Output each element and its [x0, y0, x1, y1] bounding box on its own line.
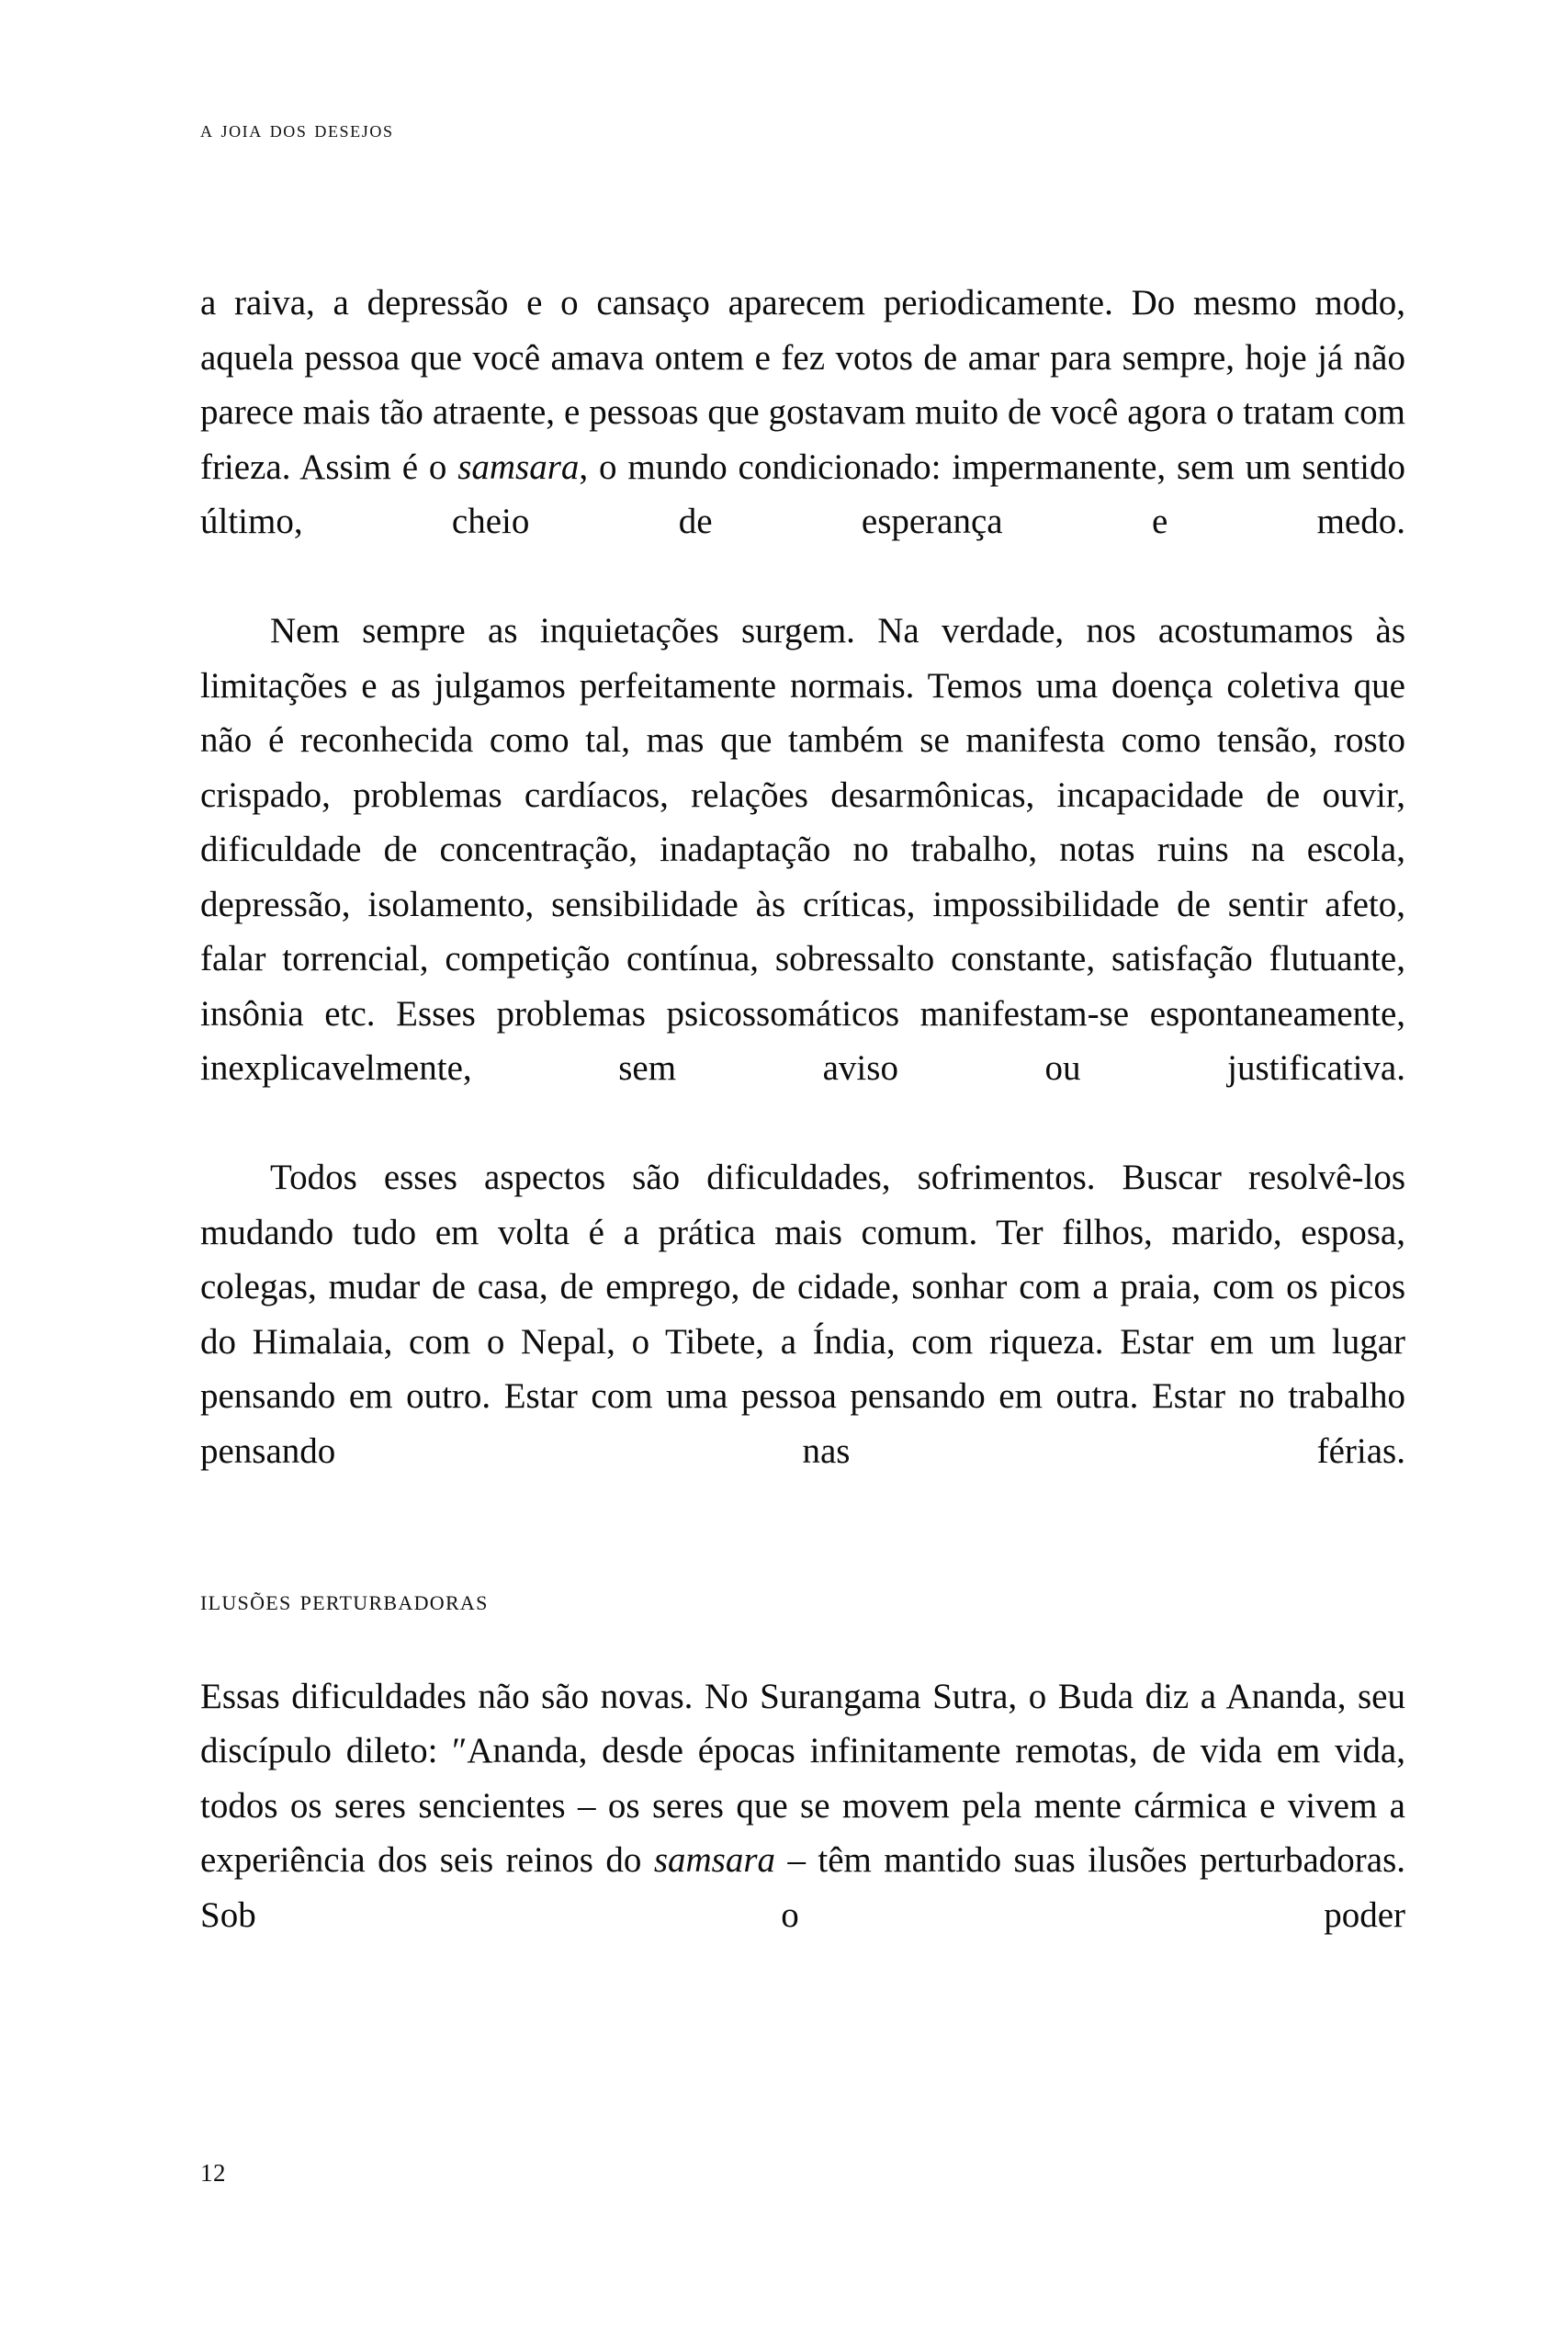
italic-run: samsara	[653, 1840, 776, 1881]
text-run: – têm mantido suas ilusões perturbadoras. Sob o poder	[200, 1840, 1405, 1935]
page-number: 12	[200, 2159, 226, 2187]
spacer-after-heading	[200, 1616, 1405, 1669]
paragraph-2	[200, 604, 1405, 1150]
section-heading: ilusões perturbadoras	[200, 1583, 489, 1616]
spacer-before-heading	[200, 1533, 1405, 1585]
paragraph-4	[200, 1669, 1405, 1997]
text-run: Essas dificuldades não são novas. No Surangama Sutra, o Buda diz a Ananda, seu discípulo dileto: ″Ananda, desde épocas infinitamente remotas, de vida em vida, todos os seres sencientes – os seres que se movem pela mente cármica e vivem a experiência dos seis reinos do	[200, 1676, 1405, 1881]
italic-run: samsara	[457, 447, 580, 487]
body-text-block	[200, 276, 1405, 1997]
paragraph-1	[200, 276, 1405, 604]
text-run: Todos esses aspectos são dificuldades, sofrimentos. Buscar resolvê-los mudando tudo em volta é a prática mais comum. Ter filhos, marido, esposa, colegas, mudar de casa, de emprego, de cidade, sonhar com a praia, com os picos do Himalaia, com o Nepal, o Tibete, a Índia, com riqueza. Estar em um lugar pensando em outro. Estar com uma pessoa pensando em outra. Estar no trabalho pensando nas férias.	[200, 1158, 1405, 1471]
running-head: a joia dos desejos	[200, 118, 394, 142]
paragraph-3	[200, 1150, 1405, 1533]
text-run: a raiva, a depressão e o cansaço aparecem periodicamente. Do mesmo modo, aquela pessoa que você amava ontem e fez votos de amar para sempre, hoje já não parece mais tão atraente, e pessoas que gostavam muito de você agora o tratam com frieza. Assim é o	[200, 283, 1405, 487]
text-run: Nem sempre as inquietações surgem. Na verdade, nos acostumamos às limitações e as julgamos perfeitamente normais. Temos uma doença coletiva que não é reconhecida como tal, mas que também se manifesta como tensão, rosto crispado, problemas cardíacos, relações desarmônicas, incapacidade de ouvir, dificuldade de concentração, inadaptação no trabalho, notas ruins na escola, depressão, isolamento, sensibilidade às críticas, impossibilidade de sentir afeto, falar torrencial, competição contínua, sobressalto constante, satisfação flutuante, insônia etc. Esses problemas psicossomáticos manifestam-se espontaneamente, inexplicavelmente, sem aviso ou justificativa.	[200, 611, 1405, 1088]
text-run: , o mundo condicionado: impermanente, sem um sentido último, cheio de esperança e medo.	[200, 447, 1405, 541]
